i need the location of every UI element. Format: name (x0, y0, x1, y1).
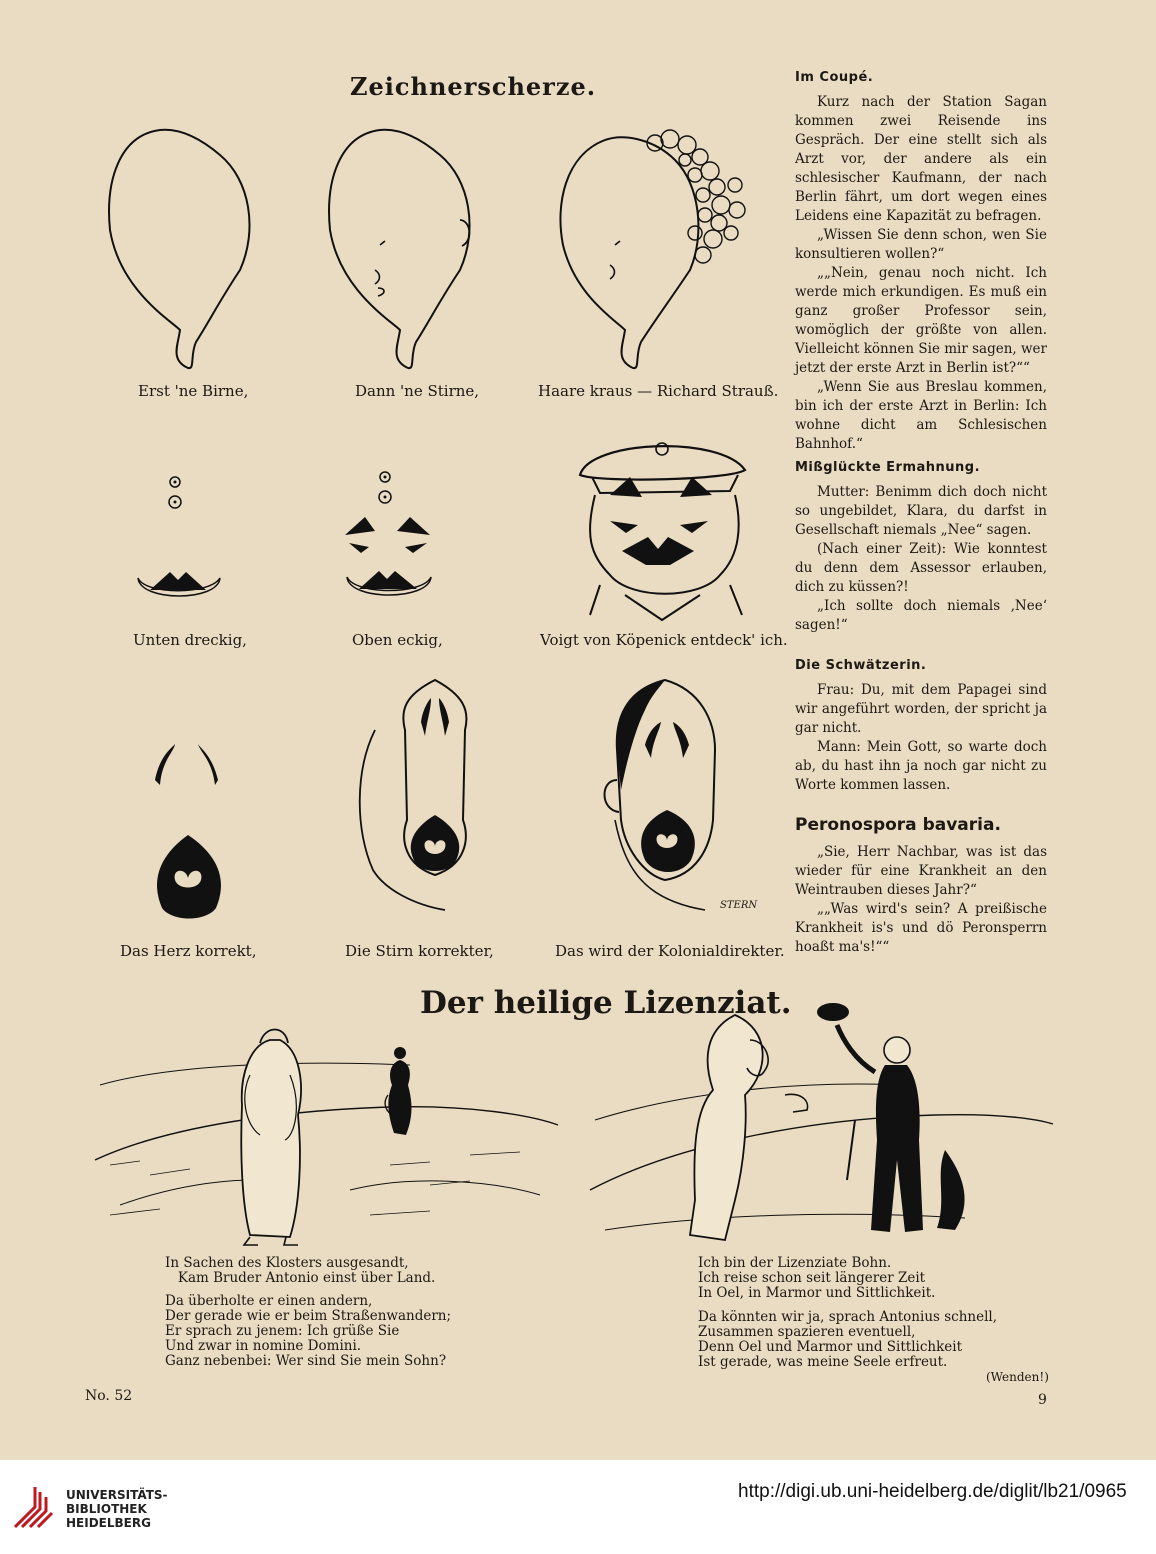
verse-right-1: Ich bin der Lizenziate Bohn. Ich reise schon seit längerer Zeit In Oel, in Marmor und Sittlichkeit. (698, 1255, 936, 1301)
caption-4: Unten dreckig, (133, 631, 247, 649)
sketch-eyes (335, 465, 445, 620)
illustration-monk-walking (90, 1015, 560, 1250)
library-name (66, 1488, 168, 1530)
verse-right-2: Da könnten wir ja, sprach Antonius schnell, Zusammen spazieren eventuell, Denn Oel und Marmor und Sittlichkeit Ist gerade, was meine Seele erfreut. (698, 1309, 998, 1370)
paragraph: Kurz nach der Station Sagan kommen zwei Reisende ins Gespräch. Der eine stellt sich als Arzt vor, der andere als ein schlesischer Kaufmann, der nach Berlin fährt, um dort wegen eines Leidens eine Kapazität zu befragen. (795, 94, 1047, 224)
turn-note: (Wenden!) (986, 1370, 1049, 1384)
caption-9: Das wird der Kolonialdirekter. (555, 942, 785, 960)
paragraph: (Nach einer Zeit): Wie konntest du denn dem Assessor erlauben, dich zu küssen?! (795, 541, 1047, 595)
library-footer (0, 1460, 1156, 1554)
sketch-forehead (320, 120, 480, 380)
lizenziat-title: Der heilige Lizenziat. (420, 985, 792, 1021)
paragraph: „Wenn Sie aus Breslau kommen, bin ich der erste Arzt in Berlin: Ich wohne dicht am Schlesischen Bahnhof.“ (795, 379, 1047, 452)
heading-coupe: Im Coupé. (795, 70, 874, 85)
paragraph: Frau: Du, mit dem Papagei sind wir angeführt worden, der spricht ja gar nicht. (795, 682, 1047, 736)
sketch-forehead-2 (345, 670, 485, 920)
caption-3: Haare kraus — Richard Strauß. (538, 382, 779, 400)
caption-7: Das Herz korrekt, (120, 942, 257, 960)
paragraph: „Ich sollte doch niemals ‚Nee‘ sagen!“ (795, 598, 1047, 633)
heading-schwaetzerin: Die Schwätzerin. (795, 658, 927, 673)
caption-8: Die Stirn korrekter, (345, 942, 494, 960)
page-number: 9 (1038, 1392, 1047, 1408)
caption-1: Erst 'ne Birne, (138, 382, 249, 400)
paragraph: „Wissen Sie denn schon, wen Sie konsultieren wollen?“ (795, 227, 1047, 262)
library-line-3: HEIDELBERG (66, 1516, 151, 1530)
caption-6: Voigt von Köpenick entdeck' ich. (540, 631, 788, 649)
heading-peronospora: Peronospora bavaria. (795, 815, 1001, 835)
paragraph: „„Was wird's sein? A preißische Krankheit is's und dö Peronsperrn hoaßt ma's!““ (795, 901, 1047, 955)
verse-left-2: Da überholte er einen andern, Der gerade wie er beim Straßenwandern; Er sprach zu jenem: Ich grüße Sie Und zwar in nomine Domini. Ganz nebenbei: Wer sind Sie mein Sohn? (165, 1293, 452, 1369)
library-line-1: UNIVERSITÄTS- (66, 1488, 168, 1502)
source-url-link[interactable]: http://digi.ub.uni-heidelberg.de/diglit/lb21/0965 (738, 1481, 1127, 1502)
paragraph: „Sie, Herr Nachbar, was ist das wieder für eine Krankheit an den Weintrauben dieses Jahr?“ (795, 844, 1047, 898)
library-logo-icon (10, 1482, 60, 1532)
column-peronospora (795, 816, 1047, 957)
heading-ermahnung: Mißglückte Ermahnung. (795, 460, 981, 475)
paragraph: „„Nein, genau noch nicht. Ich werde mich erkundigen. Es muß ein ganz großer Professor sein, womöglich der größte von allen. Vielleicht können Sie mir sagen, wer jetzt der erste Arzt in Berlin ist?““ (795, 265, 1047, 376)
paragraph: Mann: Mein Gott, so warte doch ab, du hast ihn ja noch gar nicht zu Worte kommen lassen. (795, 739, 1047, 793)
sketch-kolonialdirektor (585, 670, 750, 920)
page-title: Zeichnerscherze. (350, 72, 597, 101)
sketch-heart (140, 730, 240, 930)
caption-5: Oben eckig, (352, 631, 443, 649)
column-coupe (795, 68, 1047, 454)
paragraph: Mutter: Benimm dich doch nicht so ungebildet, Klara, du darfst in Gesellschaft niemals „Nee“ sagen. (795, 484, 1047, 538)
sketch-moustache (130, 470, 230, 620)
sketch-voigt (570, 425, 760, 625)
issue-number: No. 52 (85, 1388, 133, 1404)
column-schwaetzerin (795, 656, 1047, 795)
column-ermahnung (795, 458, 1047, 635)
sketch-strauss (545, 115, 785, 380)
sketch-pear (100, 120, 260, 380)
illustration-monk-greeting (585, 1000, 1055, 1255)
verse-left-1: In Sachen des Klosters ausgesandt, Kam Bruder Antonio einst über Land. (165, 1255, 436, 1286)
signature: STERN (720, 900, 758, 911)
library-line-2: BIBLIOTHEK (66, 1502, 147, 1516)
caption-2: Dann 'ne Stirne, (355, 382, 480, 400)
